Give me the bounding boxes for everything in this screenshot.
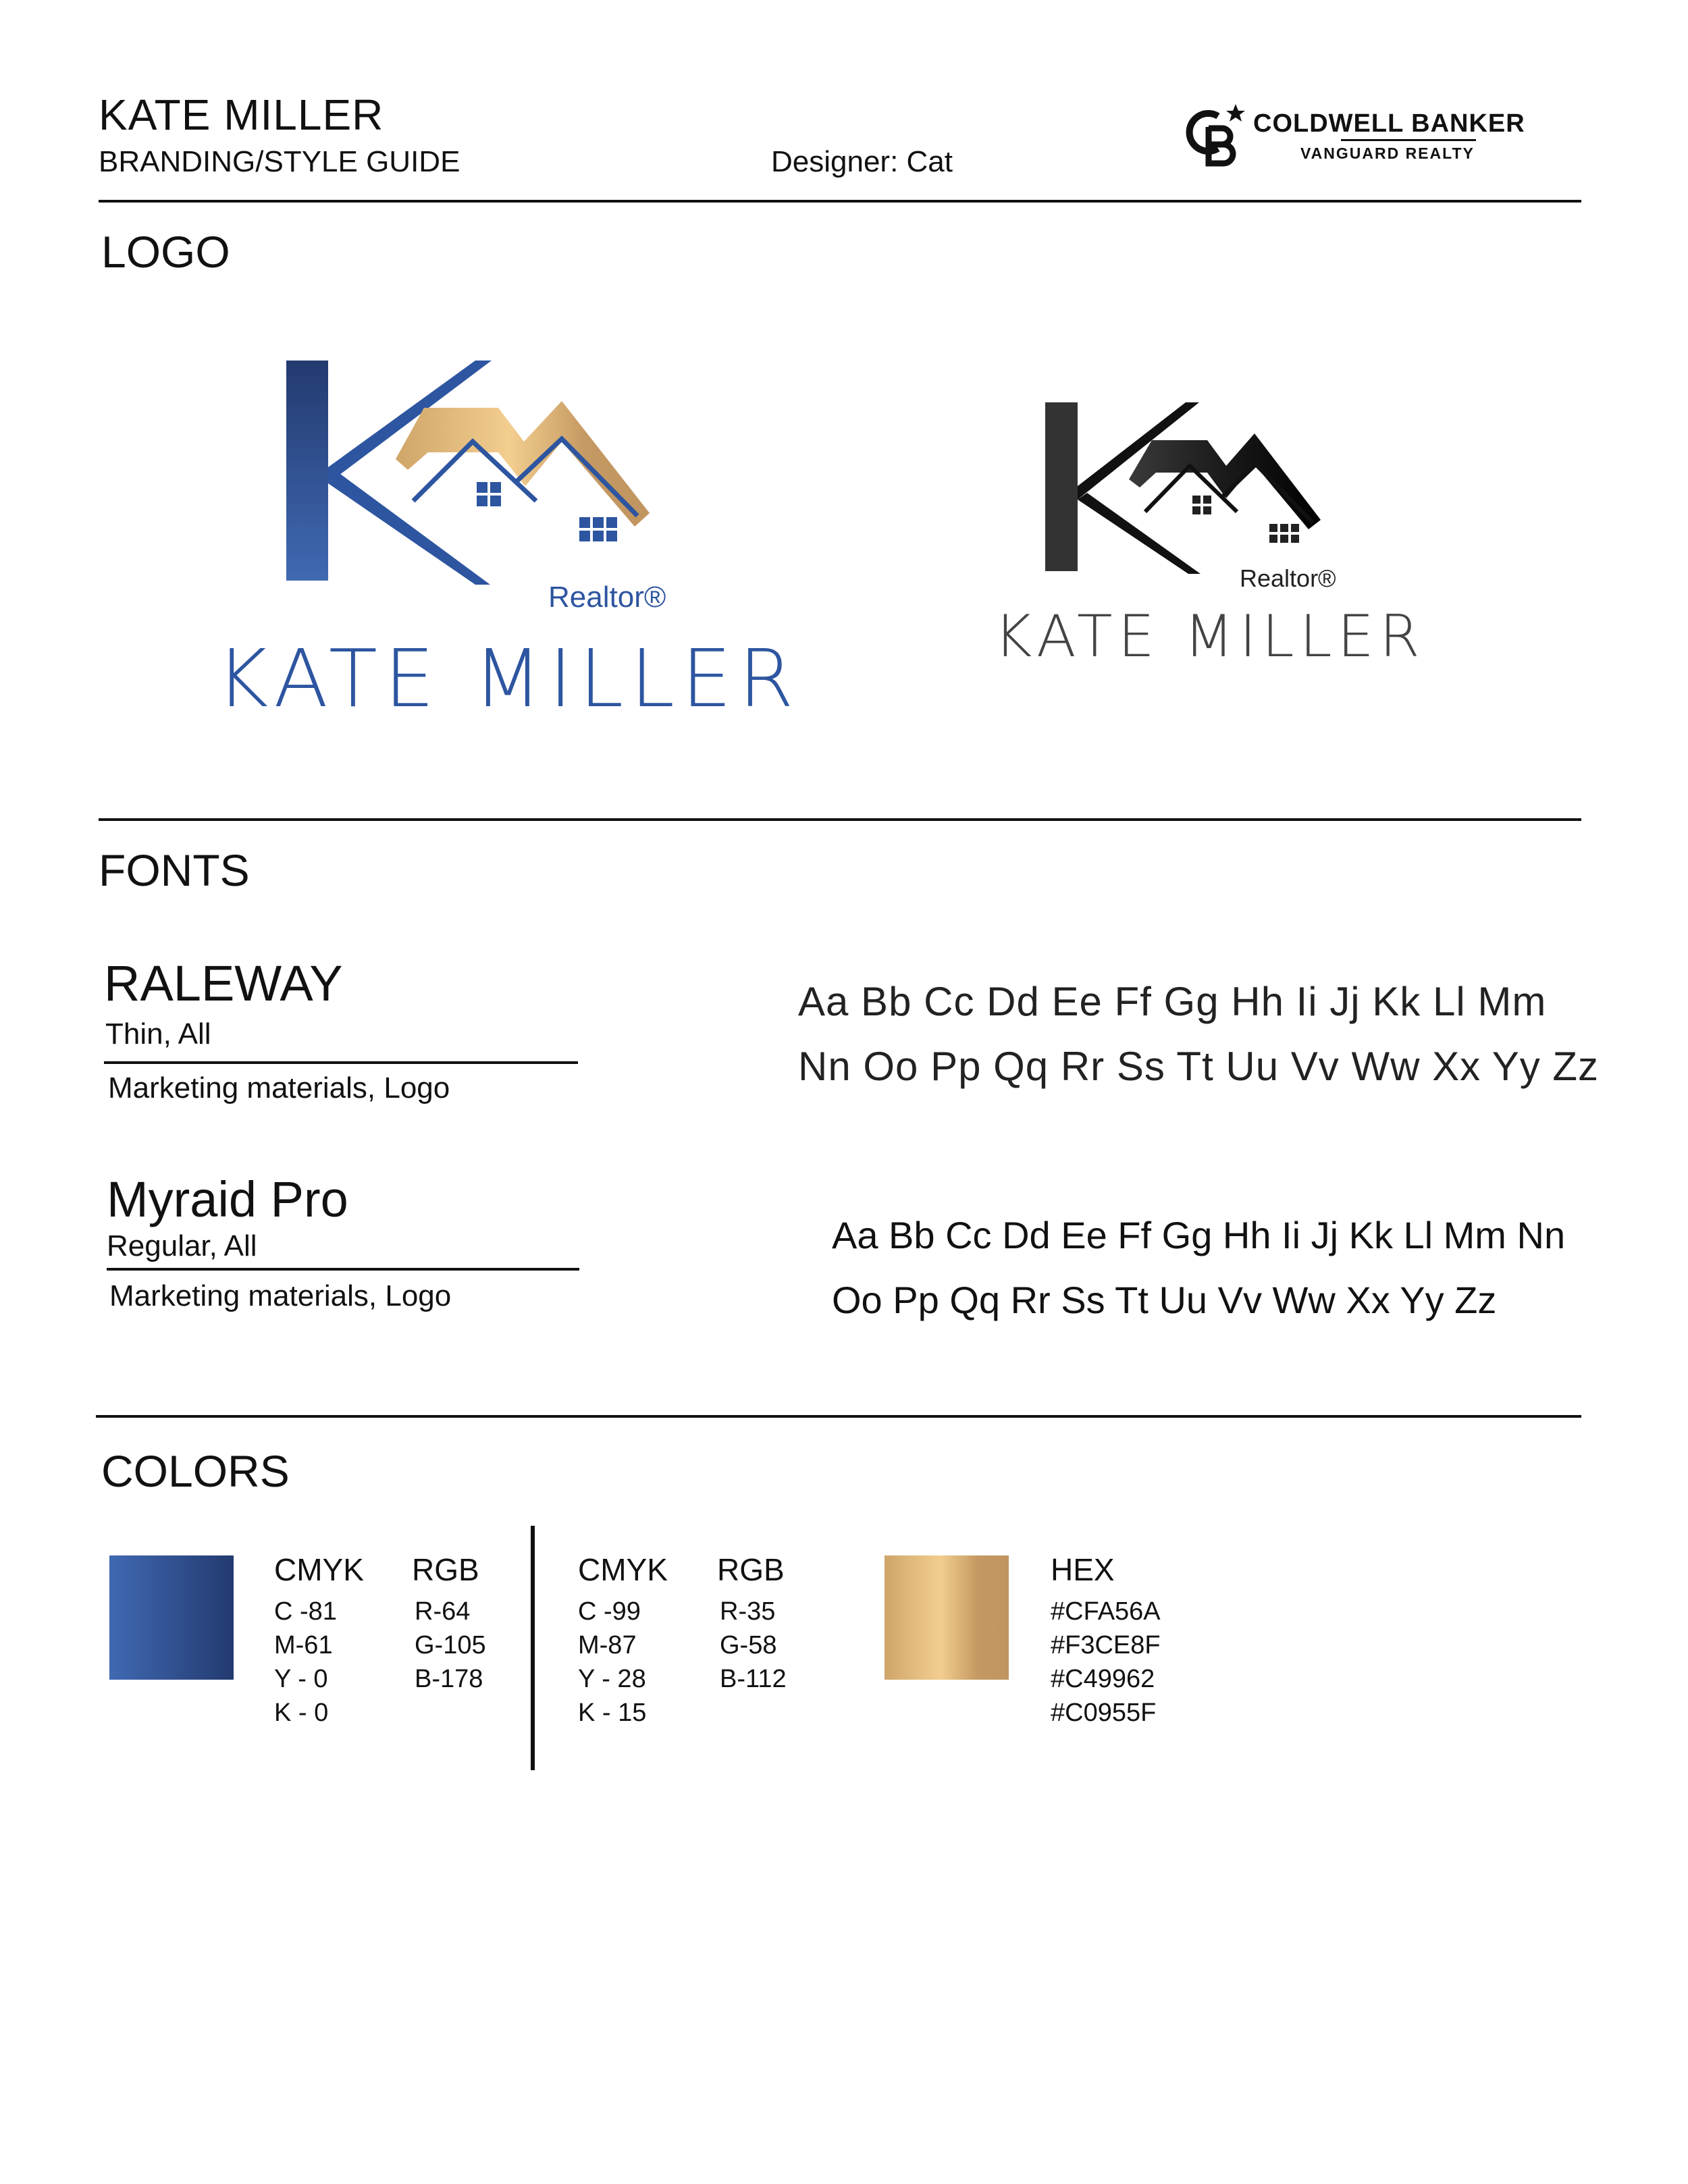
header-divider (99, 200, 1581, 203)
font-usage-raleway: Marketing materials, Logo (108, 1071, 450, 1104)
swatch1-cmyk-m: M-61 (274, 1631, 333, 1659)
swatch1-cmyk-values (274, 1595, 337, 1730)
coldwell-banker-cb-icon (1186, 101, 1250, 169)
swatch1-rgb-g: G-105 (415, 1631, 486, 1659)
swatch1-rgb-r: R-64 (415, 1597, 471, 1626)
brand-name: COLDWELL BANKER (1253, 109, 1525, 138)
font-usage-myraid-pro: Marketing materials, Logo (109, 1279, 452, 1312)
color-logo (203, 351, 810, 725)
kate-miller-mono-mark-icon (986, 392, 1364, 587)
colors-vertical-divider (531, 1526, 535, 1770)
swatch2-rgb-b: B-112 (720, 1665, 787, 1693)
brand-logo (1186, 101, 1537, 176)
swatch1-cmyk-heading: CMYK (274, 1552, 364, 1587)
logo-section-heading: LOGO (101, 227, 230, 277)
swatch2-rgb-values (720, 1595, 787, 1696)
mono-logo-name: KATE MILLER (994, 603, 1425, 670)
colors-section-heading: COLORS (101, 1446, 290, 1496)
swatch2-rgb-heading: RGB (717, 1552, 785, 1587)
font-sample-raleway-line2: Nn Oo Pp Qq Rr Ss Tt Uu Vv Ww Xx Yy Zz (798, 1044, 1600, 1089)
brand-subname: VANGUARD REALTY (1300, 144, 1475, 162)
swatch3-hex-1: #CFA56A (1051, 1597, 1161, 1626)
swatch2-rgb-r: R-35 (720, 1597, 776, 1626)
swatch2-cmyk-values (578, 1595, 646, 1730)
swatch1-rgb-values (415, 1595, 486, 1696)
designer-label: Designer: Cat (771, 145, 953, 178)
color-logo-name: KATE MILLER (216, 632, 801, 725)
swatch1-rgb-b: B-178 (415, 1665, 483, 1693)
mono-logo (986, 392, 1458, 675)
font-name-raleway: RALEWAY (104, 955, 343, 1011)
font-sample-myraid-pro-line2: Oo Pp Qq Rr Ss Tt Uu Vv Ww Xx Yy Zz (832, 1279, 1497, 1321)
fonts-divider (96, 1415, 1581, 1418)
page-subtitle: BRANDING/STYLE GUIDE (99, 145, 460, 178)
swatch2-cmyk-heading: CMYK (578, 1552, 668, 1587)
swatch2-cmyk-k: K - 15 (578, 1699, 647, 1727)
mono-logo-realtor: Realtor® (1240, 564, 1336, 592)
swatch1-rgb-heading: RGB (412, 1552, 479, 1587)
logo-divider (99, 818, 1581, 821)
color-swatch-blue (109, 1555, 234, 1680)
font-divider-raleway (104, 1061, 578, 1064)
swatch3-hex-3: #C49962 (1051, 1665, 1155, 1693)
swatch3-hex-4: #C0955F (1051, 1699, 1157, 1727)
color-swatch-gold (885, 1555, 1009, 1680)
font-divider-myraid-pro (107, 1268, 579, 1271)
swatch2-cmyk-y: Y - 28 (578, 1665, 646, 1693)
swatch1-cmyk-k: K - 0 (274, 1699, 329, 1727)
fonts-section-heading: FONTS (99, 845, 250, 895)
swatch3-hex-heading: HEX (1051, 1552, 1115, 1587)
font-name-myraid-pro: Myraid Pro (107, 1171, 348, 1227)
font-sample-myraid-pro-line1: Aa Bb Cc Dd Ee Ff Gg Hh Ii Jj Kk Ll Mm Nn (832, 1214, 1566, 1256)
font-weights-myraid-pro: Regular, All (107, 1229, 257, 1262)
swatch1-cmyk-c: C -81 (274, 1597, 337, 1626)
swatch2-rgb-g: G-58 (720, 1631, 777, 1659)
page-title: KATE MILLER (99, 90, 384, 139)
swatch2-cmyk-c: C -99 (578, 1597, 641, 1626)
color-logo-realtor: Realtor® (548, 581, 666, 614)
font-weights-raleway: Thin, All (105, 1017, 211, 1050)
swatch1-cmyk-y: Y - 0 (274, 1665, 328, 1693)
swatch3-hex-values (1051, 1595, 1161, 1730)
font-sample-raleway-line1: Aa Bb Cc Dd Ee Ff Gg Hh Ii Jj Kk Ll Mm (798, 979, 1547, 1024)
brand-underline (1341, 139, 1476, 141)
swatch2-cmyk-m: M-87 (578, 1631, 637, 1659)
swatch3-hex-2: #F3CE8F (1051, 1631, 1161, 1659)
kate-miller-color-mark-icon (203, 351, 716, 594)
